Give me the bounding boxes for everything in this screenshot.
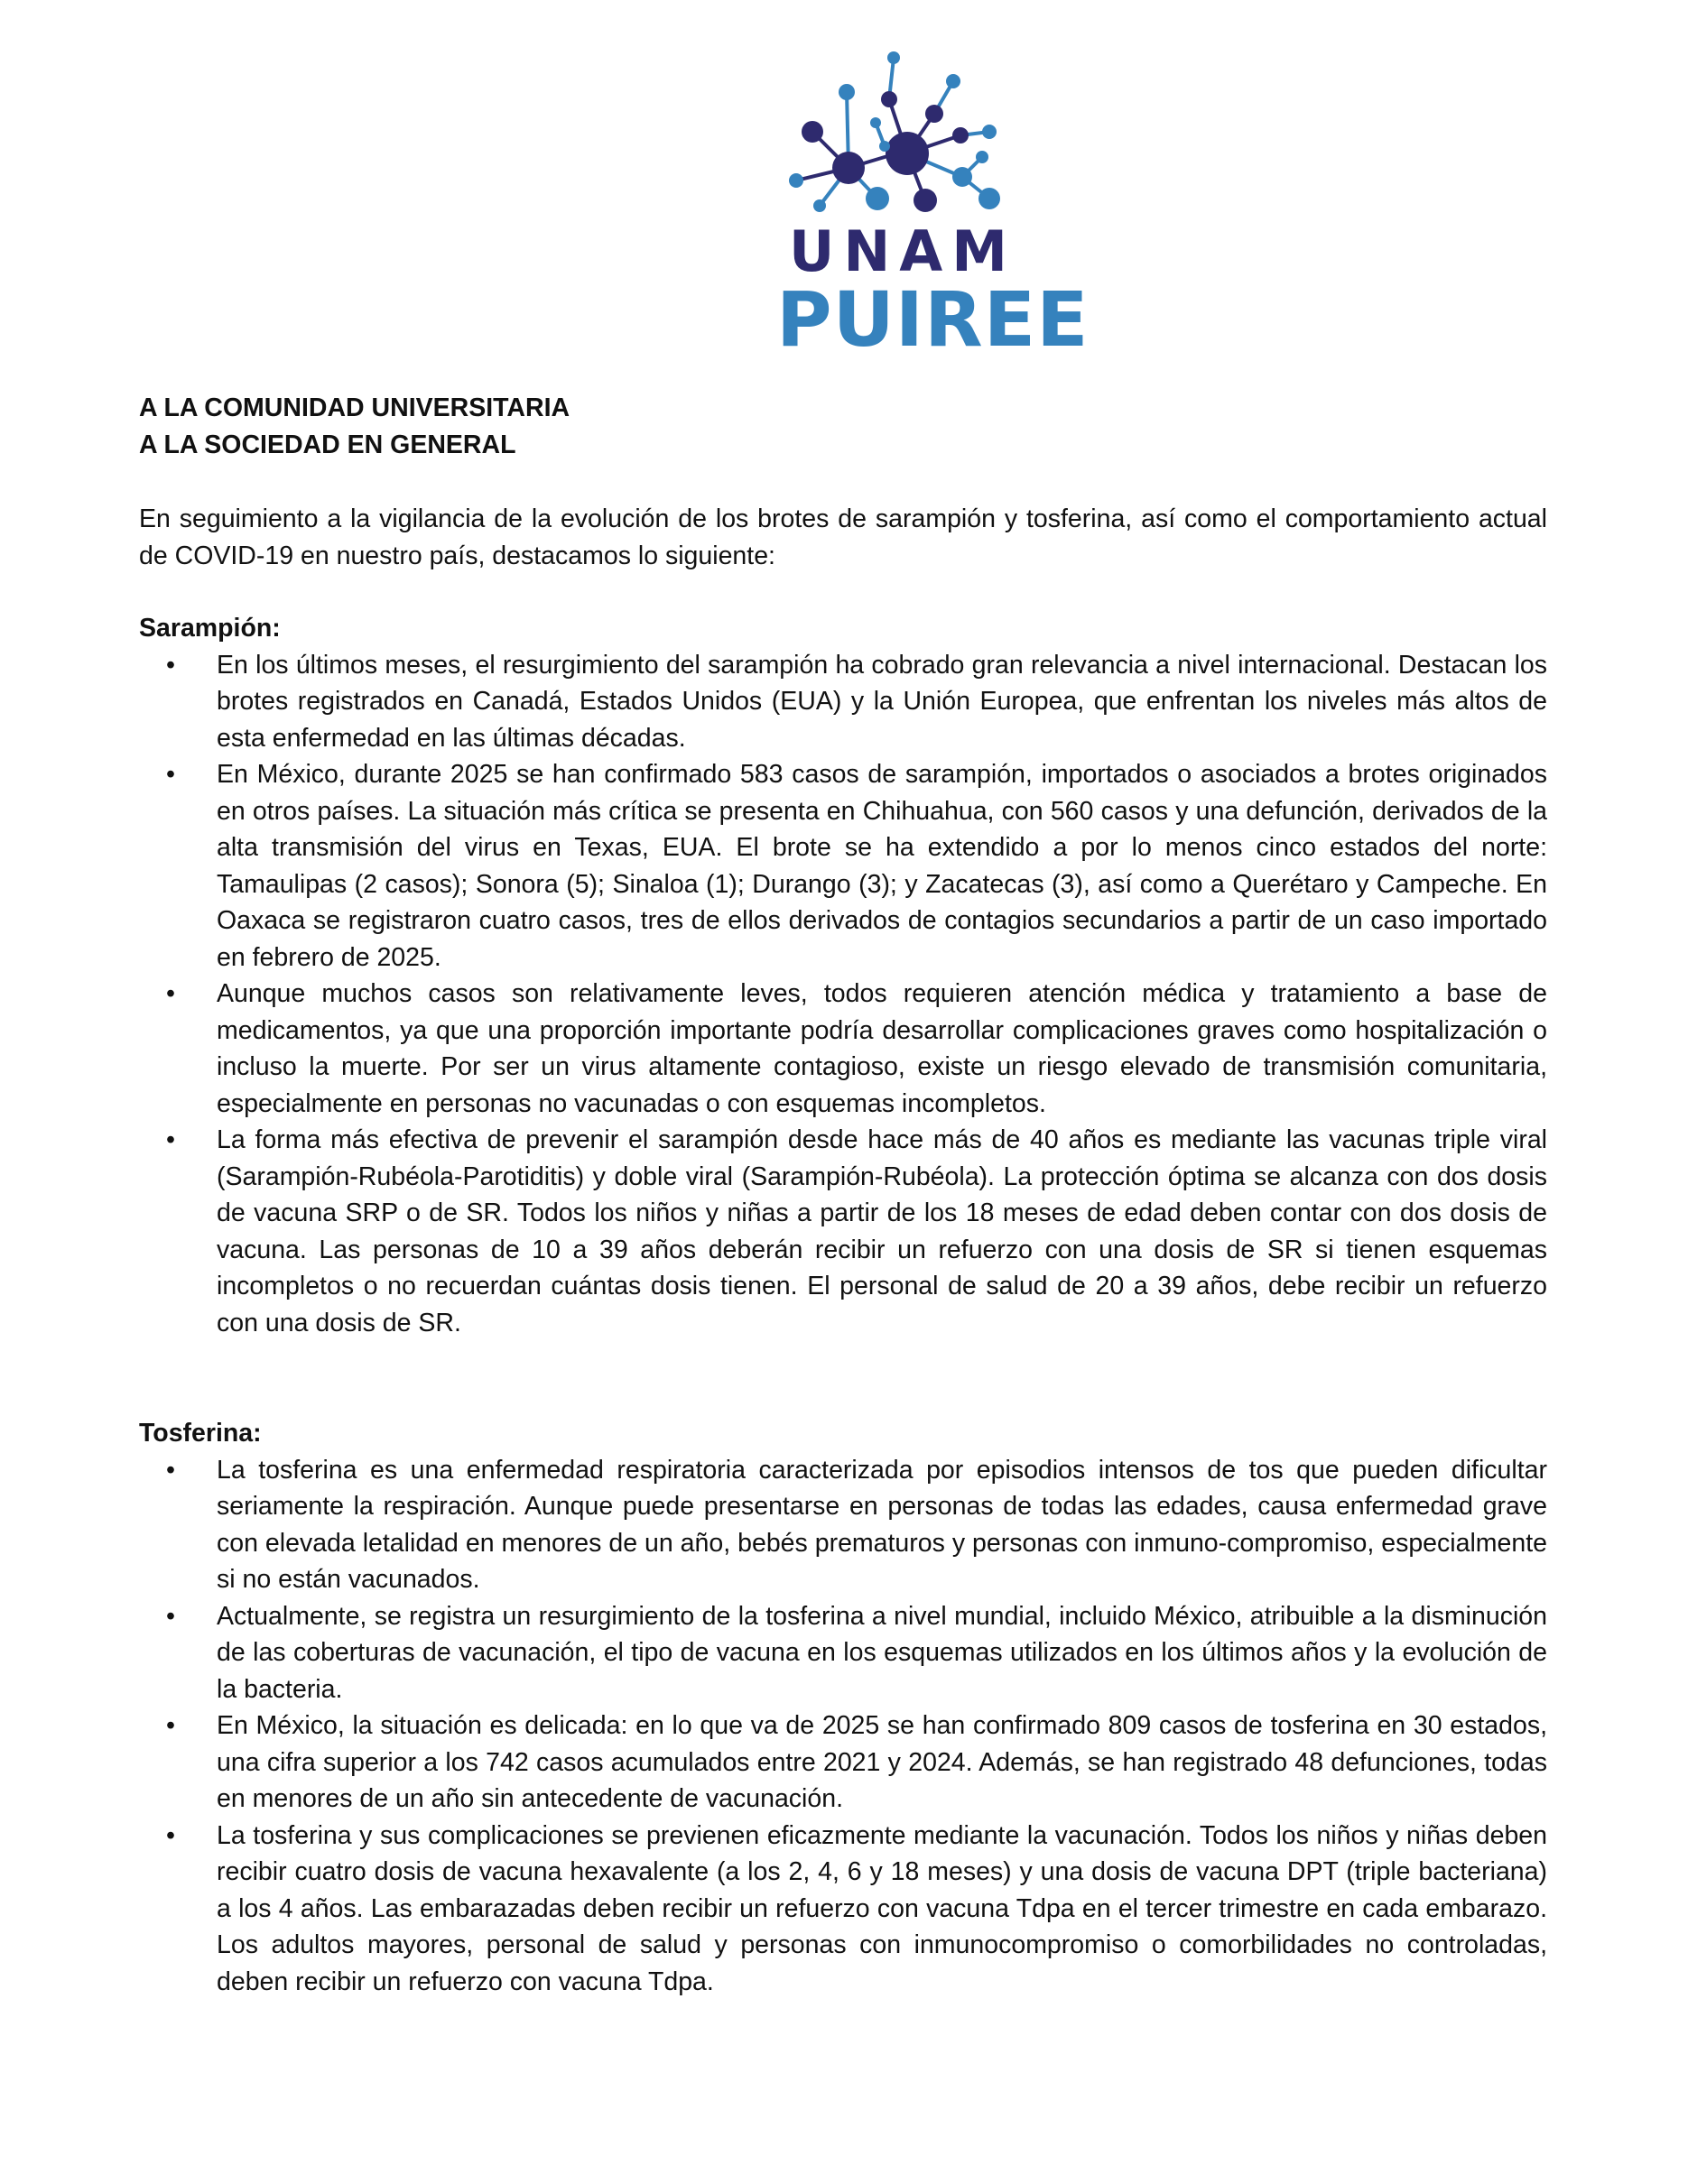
list-item-text: La forma más efectiva de prevenir el sarampión desde hace más de 40 años es mediante las vacunas triple viral (Sarampión-Rubéola-Parotiditis) y doble viral (Sarampión-Rubéola). La protección óptima se alcanza con dos dosis de vacuna SRP o de SR. Todos los niños y niñas a partir de los 18 meses de edad deben contar con dos dosis de vacuna. Las personas de 10 a 39 años deberán recibir un refuerzo con una dosis de SR si tienen esquemas incompletos o no recuerdan cuántas dosis tienen. El personal de salud de 20 a 39 años, debe recibir un refuerzo con una dosis de SR.	[217, 1125, 1547, 1337]
list-item	[139, 756, 1547, 976]
list-item	[139, 1598, 1547, 1708]
section-title-tosferina: Tosferina:	[139, 1419, 262, 1448]
list-item	[139, 976, 1547, 1122]
letter-body	[139, 390, 1547, 2000]
bullet-icon: •	[166, 1820, 175, 1850]
bullet-icon: •	[166, 1711, 175, 1740]
list-item-text: En México, durante 2025 se han confirmado 583 casos de sarampión, importados o asociados a brotes originados en otros países. La situación más crítica se presenta en Chihuahua, con 560 casos y una defunción, derivados de la alta transmisión del virus en Texas, EUA. El brote se ha extendido a por lo menos cinco estados del norte: Tamaulipas (2 casos); Sonora (5); Sinaloa (1); Durango (3); y Zacatecas (3), así como a Querétaro y Campeche. En Oaxaca se registraron cuatro casos, tres de ellos derivados de contagios secundarios a partir de un caso importado en febrero de 2025.	[217, 760, 1547, 972]
salutation-line: A LA COMUNIDAD UNIVERSITARIA	[139, 393, 570, 422]
logo-text-puiree: PUIREE	[776, 275, 1090, 364]
tosferina-list	[139, 1452, 1547, 2001]
salutation-line: A LA SOCIEDAD EN GENERAL	[139, 430, 516, 459]
list-item	[139, 1122, 1547, 1341]
unam-puiree-logo	[776, 45, 1090, 364]
bullet-icon: •	[166, 760, 175, 789]
list-item	[139, 1452, 1547, 1598]
list-item-text: La tosferina y sus complicaciones se previenen eficazmente mediante la vacunación. Todos los niños y niñas deben recibir cuatro dosis de vacuna hexavalente (a los 2, 4, 6 y 18 meses) y una dosis de vacuna DPT (triple bacteriana) a los 4 años. Las embarazadas deben recibir un refuerzo con vacuna Tdpa en el tercer trimestre en cada embarazo. Los adultos mayores, personal de salud y personas con inmunocompromiso o comorbilidades no controladas, deben recibir un refuerzo con vacuna Tdpa.	[217, 1820, 1547, 1996]
logo-text-unam: UNAM	[789, 218, 1016, 284]
list-item-text: La tosferina es una enfermedad respiratoria caracterizada por episodios intensos de tos que pueden dificultar seriamente la respiración. Aunque puede presentarse en personas de todas las edades, causa enfermedad grave con elevada letalidad en menores de un año, bebés prematuros y personas con inmuno-compromiso, especialmente si no están vacunados.	[217, 1455, 1547, 1594]
list-item-text: Aunque muchos casos son relativamente leves, todos requieren atención médica y tratamiento a base de medicamentos, ya que una proporción importante podría desarrollar complicaciones graves como hospitalización o incluso la muerte. Por ser un virus altamente contagioso, existe un riesgo elevado de transmisión comunitaria, especialmente en personas no vacunadas o con esquemas incompletos.	[217, 979, 1547, 1118]
list-item	[139, 1818, 1547, 2001]
bullet-icon: •	[166, 979, 175, 1008]
list-item-text: Actualmente, se registra un resurgimiento de la tosferina a nivel mundial, incluido México, atribuible a la disminución de las coberturas de vacunación, el tipo de vacuna en los esquemas utilizados en los últimos años y la evolución de la bacteria.	[217, 1601, 1547, 1704]
molecule-network-icon	[776, 45, 1029, 226]
bullet-icon: •	[166, 650, 175, 680]
list-item	[139, 1707, 1547, 1818]
sarampion-list	[139, 647, 1547, 1342]
list-item-text: En los últimos meses, el resurgimiento del sarampión ha cobrado gran relevancia a nivel internacional. Destacan los brotes registrados en Canadá, Estados Unidos (EUA) y la Unión Europea, que enfrentan los niveles más altos de esta enfermedad en las últimas décadas.	[217, 650, 1547, 753]
bullet-icon: •	[166, 1601, 175, 1631]
bullet-icon: •	[166, 1125, 175, 1154]
list-item-text: En México, la situación es delicada: en lo que va de 2025 se han confirmado 809 casos de tosferina en 30 estados, una cifra superior a los 742 casos acumulados entre 2021 y 2024. Además, se han registrado 48 defunciones, todas en menores de un año sin antecedente de vacunación.	[217, 1711, 1547, 1813]
salutation	[139, 390, 1547, 463]
list-item	[139, 647, 1547, 757]
bullet-icon: •	[166, 1455, 175, 1485]
intro-paragraph: En seguimiento a la vigilancia de la evolución de los brotes de sarampión y tosferina, así como el comportamiento actual de COVID-19 en nuestro país, destacamos lo siguiente:	[139, 504, 1547, 570]
section-title-sarampion: Sarampión:	[139, 614, 281, 643]
